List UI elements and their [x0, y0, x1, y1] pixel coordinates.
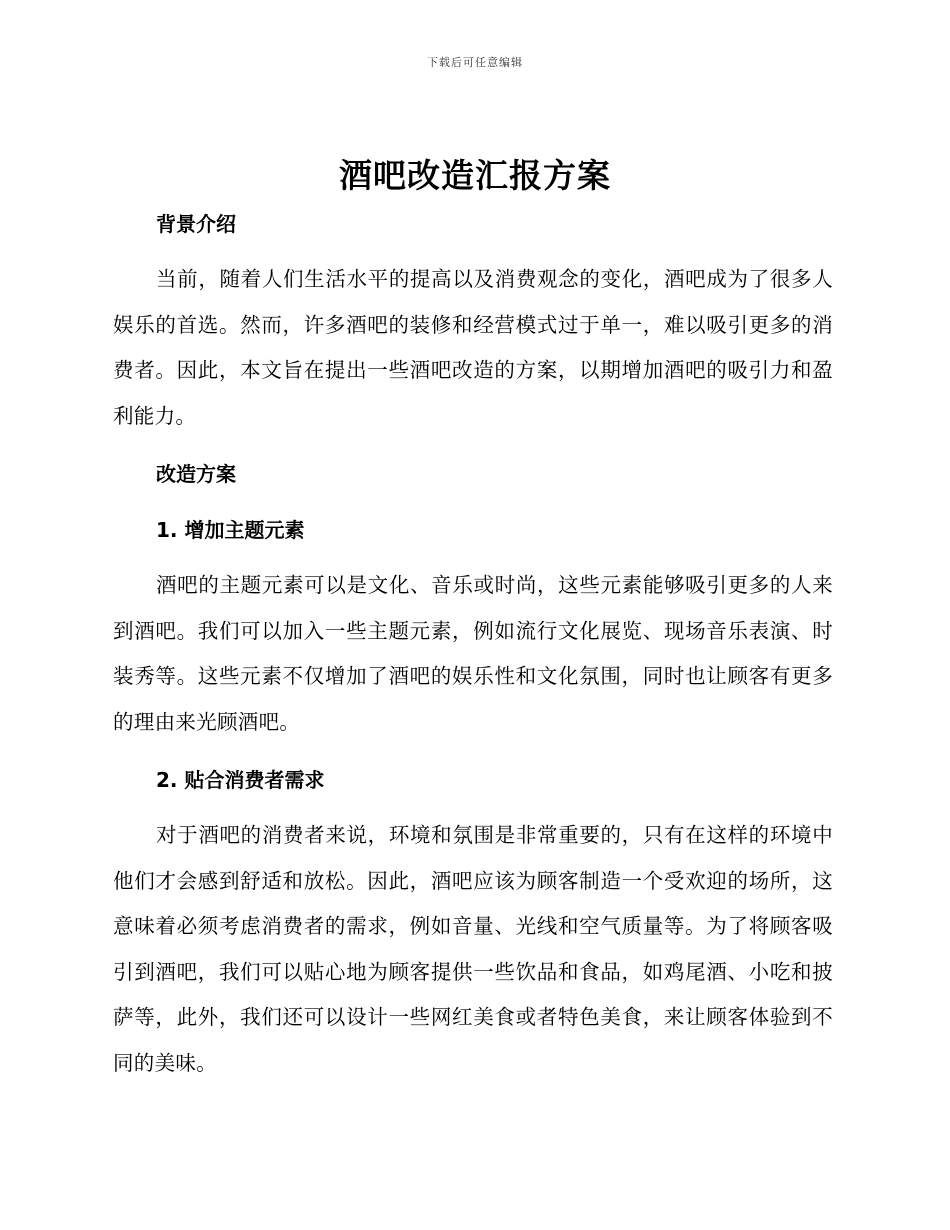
- paragraph-item-2: 对于酒吧的消费者来说，环境和氛围是非常重要的，只有在这样的环境中他们才会感到舒适和放松。因此，酒吧应该为顾客制造一个受欢迎的场所，这意味着必须考虑消费者的需求，例如音量、光线和空气质量等。为了将顾客吸引到酒吧，我们可以贴心地为顾客提供一些饮品和食品，如鸡尾酒、小吃和披萨等，此外，我们还可以设计一些网红美食或者特色美食，来让顾客体验到不同的美味。: [113, 823, 833, 1075]
- section-heading-background: 背景介绍: [156, 212, 236, 236]
- subheading-item-2: 2. 贴合消费者需求: [156, 768, 325, 792]
- paragraph-background: 当前，随着人们生活水平的提高以及消费观念的变化，酒吧成为了很多人娱乐的首选。然而，许多酒吧的装修和经营模式过于单一，难以吸引更多的消费者。因此，本文旨在提出一些酒吧改造的方案，以期增加酒吧的吸引力和盈利能力。: [113, 267, 833, 428]
- paragraph-item-1: 酒吧的主题元素可以是文化、音乐或时尚，这些元素能够吸引更多的人来到酒吧。我们可以加入一些主题元素，例如流行文化展览、现场音乐表演、时装秀等。这些元素不仅增加了酒吧的娱乐性和文化氛围，同时也让顾客有更多的理由来光顾酒吧。: [113, 573, 833, 734]
- section-heading-plan: 改造方案: [156, 462, 236, 486]
- header-note: 下载后可任意编辑: [427, 56, 523, 69]
- subheading-item-1: 1. 增加主题元素: [156, 518, 305, 542]
- document-title: 酒吧改造汇报方案: [339, 156, 611, 195]
